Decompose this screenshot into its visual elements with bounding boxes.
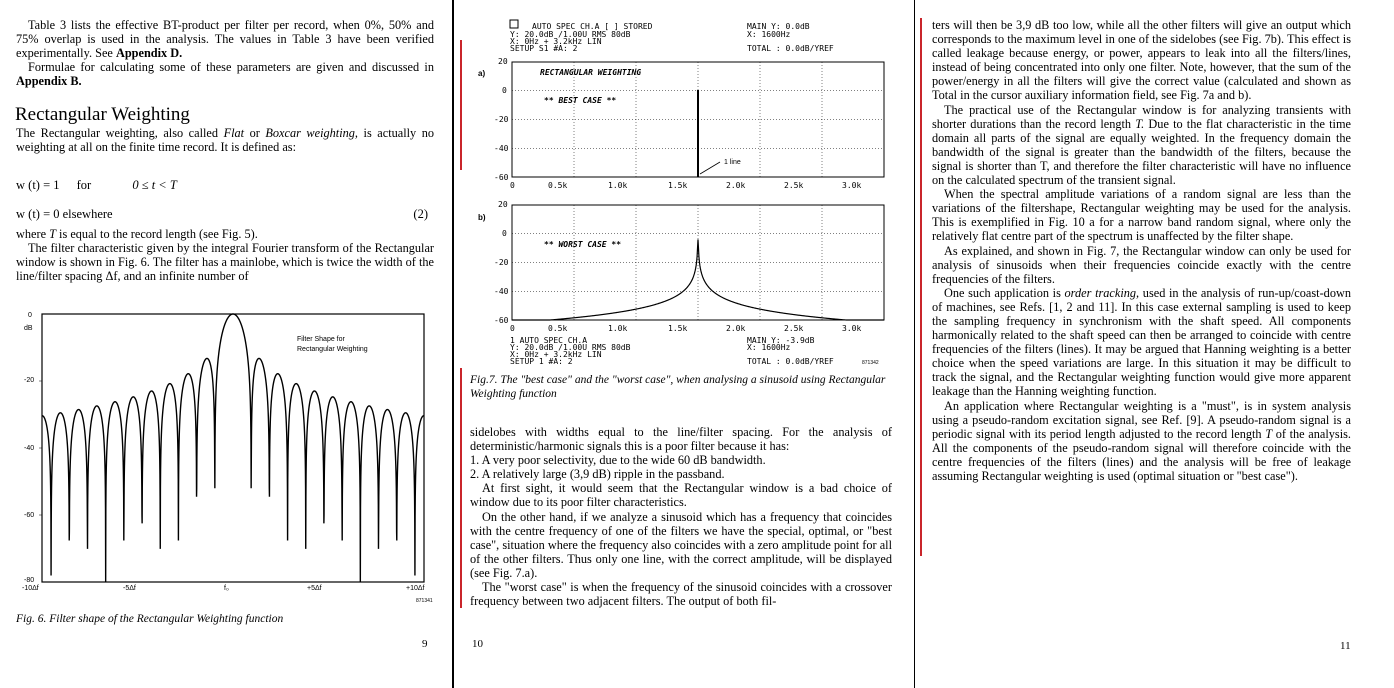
- x-tick: 3.0k: [842, 181, 862, 190]
- emphasis: T.: [1135, 116, 1145, 131]
- body-text: used in the analysis of run-up/coast-down of machines, see Refs. [1, 2 and 11]. In this case external sampling is used to keep the sampling frequency in synchronism with the shaft speed. All components harmonically related to the shaft speed can then be arranged to coincide with centre frequencies of the filters (lines). It may be argued that Hanning weighting is a better choice when the speed variations are large. In this situation it may be difficult to track the signal, and the Rectangular weighting function would give more apparent leakage than the Hanning weighting function.: [932, 285, 1351, 399]
- body-paragraph: The "worst case" is when the frequency of the sinusoid coincides with a crossover frequency between two adjacent filters. The output of both fil-: [470, 580, 892, 609]
- x-tick: 2.5k: [784, 324, 804, 333]
- header-line-3: X: 0Hz + 3.2kHz LIN: [510, 37, 602, 46]
- body-text: An application where Rectangular weighting is a "must", is in system analysis using a pseudo-random excitation signal, see Ref. [9]. A pseudo-random signal is a periodic signal with its period length adjusted to the record length: [932, 398, 1351, 441]
- eq-for: for: [76, 178, 92, 192]
- page-11: [916, 0, 1394, 688]
- header-line-2: Y: 20.0dB /1.00U RMS 80dB: [510, 30, 631, 39]
- body-paragraph: When the spectral amplitude variations of a random signal are less than the variations of the filtershape, Rectangular weighting may be used for the analysis. This is exemplified in Fig. 10 a for a narrow band random signal, where only the relatively flat centre part of the spectrum is unaffected by the filter shape.: [932, 187, 1351, 244]
- body-text: Due to the flat characteristic in the time domain all parts of the signal are equally weighted. In the frequency domain the bandwidth of the signal is greater than the bandwidth of the filters, because the signal is shorter than T, and therefore the filter characteristic will have no influence on the calculated spectrum of the transient signal.: [932, 116, 1351, 188]
- y-tick: 20: [498, 57, 508, 66]
- y-tick: -60: [24, 512, 35, 519]
- x-tick: 0.5k: [548, 324, 568, 333]
- list-item: 2. A relatively large (3,9 dB) ripple in the passband.: [470, 467, 725, 482]
- annotation-arrow: [700, 162, 720, 174]
- emphasis: Boxcar weighting,: [265, 126, 359, 140]
- legend-line-1: Filter Shape for: [297, 336, 345, 343]
- page-number: 10: [472, 638, 483, 650]
- eq-lhs: w (t) = 1: [16, 178, 60, 192]
- x-tick: 1.0k: [608, 324, 628, 333]
- figure-7-analyzer-plots: [478, 12, 908, 372]
- x-tick: 2.0k: [726, 324, 746, 333]
- body-paragraph: On the other hand, if we analyze a sinusoid which has a frequency that coincides with the centre frequency of one of the filters we have the special, optimal, or "best case", situation where the frequency also coincides with a zero amplitude point for all of the other filters. Thus only one line, with the correct amplitude, will be displayed (see Fig. 7.a).: [470, 509, 892, 580]
- x-tick: 3.0k: [842, 324, 862, 333]
- page-number: 9: [422, 638, 428, 650]
- panel-b-grid: [512, 205, 884, 320]
- x-tick: 1.5k: [668, 181, 688, 190]
- y-unit: dB: [24, 325, 33, 332]
- intro-p2: Formulae for calculating some of these parameters are given and discussed in: [28, 60, 434, 75]
- equation-1: [16, 178, 177, 193]
- x-tick: 0: [510, 324, 515, 333]
- body-text: The filter characteristic given by the integral Fourier transform of the Rectangular window is shown in Fig. 6. The filter has a mainlobe, which is twice the width of the line/filter spacing Δf, and an infinite number of: [16, 241, 434, 284]
- y-tick: 0: [502, 86, 507, 95]
- x-tick: 2.0k: [726, 181, 746, 190]
- total-readout: TOTAL : 0.0dB/YREF: [747, 357, 834, 366]
- x-tick: -5Δf: [123, 585, 136, 592]
- body-text: of the analysis. All the components of the pseudo-random signal will therefore coincide with the centre frequencies of the filters (lines) and the analysis will be free of leakage assuming Rectangular weighting is used (optimal situation or "best case").: [932, 426, 1351, 483]
- appendix-d-ref: Appendix D.: [115, 46, 183, 61]
- emphasis: Flat: [223, 126, 245, 140]
- eq-range: 0 ≤ t < T: [132, 178, 177, 192]
- footer-line-3: X: 0Hz + 3.2kHz LIN: [510, 350, 602, 359]
- body-text-p10: [470, 425, 892, 608]
- panel-a-x-ticks: [510, 181, 861, 190]
- page-10: [454, 0, 914, 688]
- y-axis-ticks: [24, 312, 34, 584]
- equation-2: [16, 207, 434, 222]
- definition-text: [16, 126, 434, 154]
- panel-a-title: RECTANGULAR WEIGHTING: [540, 68, 642, 77]
- page-9: [0, 0, 452, 688]
- appendix-b-ref: Appendix B.: [16, 74, 82, 89]
- emphasis: T: [1265, 426, 1273, 441]
- section-heading: Rectangular Weighting: [15, 104, 190, 125]
- body-text: or: [249, 126, 260, 140]
- y-tick: -60: [494, 173, 509, 182]
- x-tick: +10Δf: [406, 585, 425, 592]
- panel-a-label: a): [478, 69, 486, 78]
- x-tick: 0: [510, 181, 515, 190]
- list-item: 1. A very poor selectivity, due to the wide 60 dB bandwidth.: [470, 453, 766, 468]
- change-bar: [460, 368, 462, 608]
- panel-b-subtitle: ** WORST CASE **: [544, 240, 622, 249]
- figure-6-caption: Fig. 6. Filter shape of the Rectangular Weighting function: [16, 613, 284, 625]
- x-tick: 1.0k: [608, 181, 628, 190]
- plot-frame: [42, 314, 424, 582]
- x-tick: 2.5k: [784, 181, 804, 190]
- page-number: 11: [1340, 640, 1351, 652]
- footer-line-2: Y: 20.0dB /1.00U RMS 80dB: [510, 343, 631, 352]
- total-readout: TOTAL : 0.0dB/YREF: [747, 44, 834, 53]
- main-readout-1: MAIN Y: 0.0dB: [747, 22, 810, 31]
- figure-code: 871341: [416, 598, 433, 604]
- y-tick: 0: [28, 312, 32, 319]
- y-tick: -20: [494, 258, 509, 267]
- body-text-p11: [932, 18, 1351, 483]
- y-tick: -60: [494, 316, 509, 325]
- main-readout-2: X: 1600Hz: [747, 30, 791, 39]
- body-text: The practical use of the Rectangular window is for analyzing transients with shorter durations than the record length: [932, 102, 1351, 131]
- y-tick: -40: [494, 144, 509, 153]
- x-tick: +5Δf: [307, 585, 322, 592]
- y-tick: -40: [494, 287, 509, 296]
- y-tick: 20: [498, 200, 508, 209]
- figure-7-caption: Fig.7. The "best case" and the "worst case", when analysing a sinusoid using Rectangular Weighting function: [470, 374, 886, 400]
- body-text: where: [16, 227, 47, 241]
- panel-b-x-ticks: [510, 324, 861, 333]
- emphasis: T: [49, 227, 56, 241]
- emphasis: order tracking,: [1064, 285, 1140, 300]
- body-text: is equal to the record length (see Fig. 5).: [59, 227, 258, 241]
- x-tick: 0.5k: [548, 181, 568, 190]
- filter-curve: [42, 314, 424, 582]
- x-tick: 1.5k: [668, 324, 688, 333]
- main-readout-1: MAIN Y: -3.9dB: [747, 336, 815, 345]
- body-paragraph: As explained, and shown in Fig. 7, the Rectangular window can only be used for analysis of sinusoids when their frequencies coincide exactly with the centre frequencies of the filters.: [932, 243, 1351, 286]
- body-paragraph: At first sight, it would seem that the Rectangular window is a bad choice of window due to its poor filter characteristics.: [470, 481, 892, 510]
- panel-a-subtitle: ** BEST CASE **: [544, 96, 617, 105]
- body-text: The Rectangular weighting, also called: [16, 126, 219, 140]
- panel-b-label: b): [478, 213, 486, 222]
- annotation-label: 1 line: [724, 159, 741, 166]
- body-text: is actually no weighting at all on the finite time record. It is defined as:: [16, 126, 435, 155]
- intro-p1: Table 3 lists the effective BT-product per filter per record, when 0%, 50% and 75% overlap is used in the analysis. The values in Table 3 have been verified experimentally. See: [16, 18, 434, 61]
- body-paragraph: sidelobes with widths equal to the line/filter spacing. For the analysis of deterministic/harmonic signals this is a poor filter because it has:: [470, 425, 892, 454]
- eq-number: (2): [413, 207, 428, 221]
- body-text: One such application is: [944, 285, 1061, 300]
- figure-code: 871342: [862, 360, 879, 366]
- change-bar: [460, 40, 462, 170]
- eq-lhs: w (t) = 0 elsewhere: [16, 207, 113, 221]
- body-paragraph: ters will then be 3,9 dB too low, while all the other filters will give an output which corresponds to the maximum level in one of the sidelobes (see Fig. 7b). This effect is called leakage because energy, or power, appears to leak into all the filters/lines, instead of being concentrated into only one filter. Note, however, that the sum of the power/energy in all the filters will give the correct value (calculated and shown as Total in the cursor auxiliary information field, see Fig. 7a and b).: [932, 18, 1351, 103]
- main-readout-2: X: 1600Hz: [747, 343, 791, 352]
- header-line-4: SETUP S1 #A: 2: [510, 44, 578, 53]
- x-tick: -10Δf: [22, 585, 39, 592]
- y-tick: -20: [494, 115, 509, 124]
- cursor-icon: [510, 20, 518, 28]
- y-tick: -80: [24, 577, 35, 584]
- change-bar: [920, 18, 922, 556]
- footer-line-4: SETUP 1 #A: 2: [510, 357, 573, 366]
- y-tick: -40: [24, 445, 35, 452]
- legend-line-2: Rectangular Weighting: [297, 346, 368, 353]
- x-tick: f₀: [224, 585, 229, 592]
- y-tick: 0: [502, 229, 507, 238]
- footer-line-1: 1 AUTO SPEC CH.A: [510, 336, 588, 345]
- filter-text: [16, 227, 434, 283]
- x-axis-ticks: [22, 585, 425, 592]
- header-line-1: AUTO SPEC CH.A [ ] STORED: [532, 22, 653, 31]
- y-tick: -20: [24, 377, 35, 384]
- intro-text: [16, 18, 434, 88]
- figure-6-filter-shape: [10, 306, 450, 606]
